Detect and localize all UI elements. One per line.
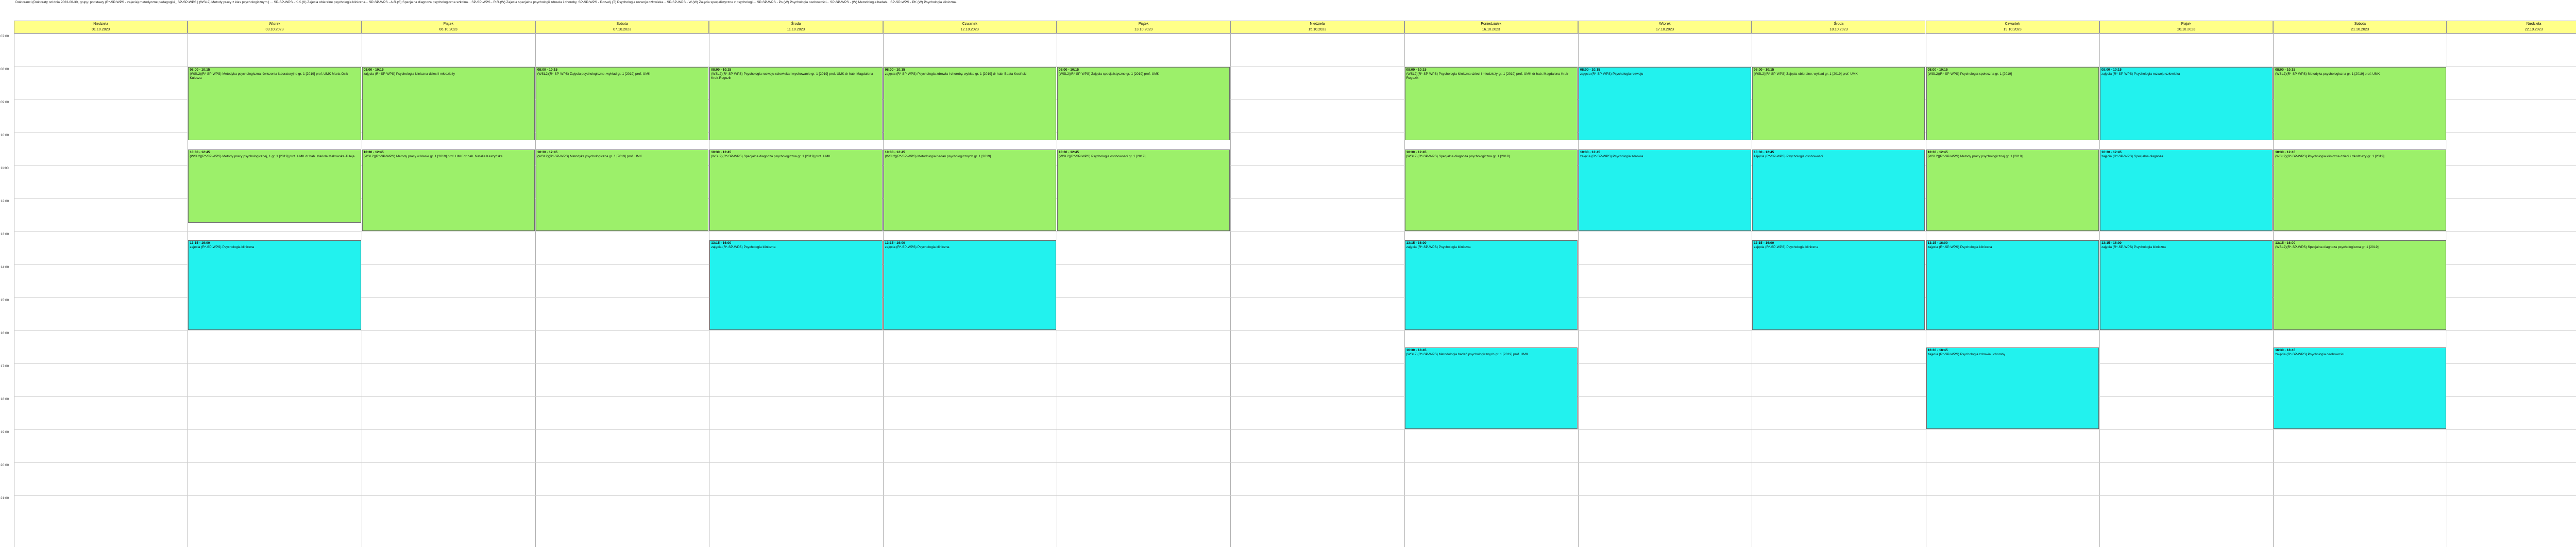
day-header	[709, 21, 883, 34]
day-date: 21.10.2023	[2351, 28, 2369, 31]
schedule-event[interactable]	[709, 67, 882, 140]
event-description: zajęcia (R*-SP-WPS) Psychologia rozwoju człowieka	[2101, 72, 2180, 76]
day-date: 16.10.2023	[1482, 28, 1500, 31]
event-description: (WSL2)(R*-SP-WPS) Metody pracy psychologicznej gr. 1 [2019]	[1927, 155, 2023, 158]
time-label: 10:00	[1, 134, 9, 137]
event-time: 08:00 - 10:15	[2101, 68, 2122, 72]
event-description: (WSL2)(R*-SP-WPS) Specjalna diagnoza psychologiczna gr. 1 [2019]	[1406, 155, 1510, 158]
event-description: (WSL2)(R*-SP-WPS) Psychologia osobowości gr. 1 [2019]	[1058, 155, 1146, 158]
schedule-event[interactable]	[2274, 240, 2446, 330]
event-time: 08:00 - 10:15	[1058, 68, 1079, 72]
schedule-header-text: Doktoranci (Doktoraty od dnia 2023-06-30, grupy: podstawy (R*-SP-WPS - zajecia) metodyczne pedagogiki_ SP-SP-WPS | (WSL2) Metody pracy z klas psychologicznym | ... SP-SP-WPS - K.K.(K) Zajęcia obieralne psychologia kliniczna... SP-SP-WPS - A.R.(S) Specjalna diagnoza psychologiczna szkolna... SP-SP-WPS - R.R.(W) Zajecia specjalne psychologii zdrowia i choroby, SP-SP-WPS - Rozwój (T) Psychologia rozwoju człowieka... SP-SP-WPS - W.(W) Zajęcia specjalistyczne z psychologii... SP-SP-WPS - Ps.(W) Psychologia osobowości... SP-SP-WPS - (W) Metodologia badań... SP-SP-WPS - PK (W) Psychologia kliniczna...	[15, 1, 959, 4]
event-time: 08:00 - 10:15	[885, 68, 905, 72]
event-time: 08:00 - 10:15	[1927, 68, 1948, 72]
schedule-event[interactable]	[1405, 240, 1578, 330]
event-time: 10:30 - 12:45	[1406, 151, 1427, 154]
event-time: 10:30 - 12:45	[1754, 151, 1774, 154]
schedule-event[interactable]	[1057, 67, 1230, 140]
day-name: Czwartek	[962, 22, 977, 26]
day-header	[188, 21, 361, 34]
event-time: 10:30 - 12:45	[1580, 151, 1600, 154]
event-description: zajęcia (R*-SP-WPS) Psychologia kliniczna dzieci i młodzieży	[363, 72, 455, 76]
event-time: 10:30 - 12:45	[537, 151, 557, 154]
event-time: 13:15 - 16:00	[190, 241, 210, 245]
day-date: 06.10.2023	[439, 28, 457, 31]
schedule-event[interactable]	[1926, 347, 2099, 429]
event-description: (WSL2)(R*-SP-WPS) Psychologia społeczna gr. 1 [2019]	[1927, 72, 2012, 76]
day-name: Niedziela	[2526, 22, 2541, 26]
schedule-event[interactable]	[884, 67, 1056, 140]
day-header	[883, 21, 1057, 34]
event-time: 13:15 - 16:00	[2101, 241, 2122, 245]
event-time: 08:00 - 10:15	[537, 68, 557, 72]
event-description: zajęcia (R*-SP-WPS) Psychologia zdrowia	[1580, 155, 1643, 158]
time-label: 17:00	[1, 364, 9, 368]
day-name: Wtorek	[268, 22, 281, 26]
event-description: zajęcia (R*-SP-WPS) Psychologia zdrowia i choroby, wykład gr. 1 [2019] dr hab. Beata Kosiński	[885, 72, 1027, 76]
event-description: zajęcia (R*-SP-WPS) Psychologia osobowości	[1754, 155, 1823, 158]
hour-gridline	[14, 429, 2576, 430]
event-description: zajęcia (R*-SP-WPS) Psychologia kliniczna	[190, 245, 255, 249]
day-date: 19.10.2023	[2003, 28, 2022, 31]
schedule-event[interactable]	[1405, 150, 1578, 231]
schedule-event[interactable]	[884, 150, 1056, 231]
day-name: Poniedziałek	[1481, 22, 1502, 26]
time-label: 15:00	[1, 299, 9, 302]
event-description: (WSL2)(R*-SP-WPS) Psychologia kliniczna dzieci i młodzieży gr. 1 [2019] prof. UMK dr hab. Magdalena Kruk-Rogozik	[1406, 72, 1569, 80]
day-name: Wtorek	[1659, 22, 1671, 26]
day-header	[2447, 21, 2576, 34]
day-column-divider	[1230, 34, 1231, 547]
event-time: 13:15 - 16:00	[1406, 241, 1427, 245]
event-time: 13:15 - 16:00	[711, 241, 732, 245]
schedule-event[interactable]	[1579, 150, 1751, 231]
hour-gridline	[14, 363, 2576, 364]
event-time: 13:15 - 16:00	[885, 241, 905, 245]
event-time: 08:00 - 10:15	[363, 68, 384, 72]
schedule-event[interactable]	[1752, 240, 1925, 330]
event-time: 08:00 - 10:15	[1754, 68, 1774, 72]
event-description: zajęcia (R*-SP-WPS) Psychologia kliniczna	[2101, 245, 2166, 249]
time-label: 21:00	[1, 496, 9, 500]
event-time: 08:00 - 10:15	[711, 68, 732, 72]
event-time: 10:30 - 12:45	[1058, 151, 1079, 154]
day-header	[362, 21, 535, 34]
day-header	[2273, 21, 2447, 34]
event-time: 16:30 - 18:45	[1406, 349, 1427, 352]
hour-gridline	[14, 396, 2576, 397]
day-name: Niedziela	[93, 22, 109, 26]
event-time: 13:15 - 16:00	[1754, 241, 1774, 245]
event-description: zajęcia (R*-SP-WPS) Psychologia kliniczna	[1406, 245, 1471, 249]
event-description: (WSL2)(R*-SP-WPS) Metodyka psychologiczna; ćwiczenia laboratoryjne gr. 1 [2019] prof. UMK Maria Osik Kulesza	[190, 72, 348, 80]
event-time: 10:30 - 12:45	[711, 151, 732, 154]
time-label: 12:00	[1, 200, 9, 203]
day-date: 12.10.2023	[960, 28, 979, 31]
event-time: 08:00 - 10:15	[1580, 68, 1600, 72]
schedule-event[interactable]	[188, 67, 361, 140]
event-description: zajęcia (R*-SP-WPS) Specjalna diagnoza	[2101, 155, 2163, 158]
day-date: 15.10.2023	[1308, 28, 1327, 31]
event-time: 10:30 - 12:45	[1927, 151, 1948, 154]
event-description: (WSL2)(R*-SP-WPS) Metody pracy psychologicznej, 1 gr. 1 [2019] prof. UMK dr hab. Mariola Makowska-Tuleja	[190, 155, 355, 158]
day-header	[1057, 21, 1230, 34]
time-label: 13:00	[1, 233, 9, 236]
schedule-event[interactable]	[2100, 67, 2273, 140]
day-date: 13.10.2023	[1134, 28, 1153, 31]
event-description: (WSL2)(R*-SP-WPS) Zajęcia psychologiczne, wykład gr. 1 [2019] prof. UMK	[537, 72, 651, 76]
event-time: 13:15 - 16:00	[1927, 241, 1948, 245]
schedule-event[interactable]	[1405, 67, 1578, 140]
schedule-event[interactable]	[1405, 347, 1578, 429]
day-header	[1578, 21, 1752, 34]
event-time: 10:30 - 12:45	[363, 151, 384, 154]
schedule-event[interactable]	[2274, 150, 2446, 231]
time-label: 19:00	[1, 430, 9, 434]
schedule-event[interactable]	[536, 150, 708, 231]
day-date: 03.10.2023	[265, 28, 284, 31]
event-description: (WSL2)(R*-SP-WPS) Metodologia badań psychologicznych gr. 1 [2019] prof. UMK	[1406, 353, 1529, 356]
time-label: 08:00	[1, 68, 9, 71]
event-time: 08:00 - 10:15	[2275, 68, 2296, 72]
event-time: 16:30 - 18:45	[1927, 349, 1948, 352]
day-header	[14, 21, 188, 34]
event-time: 10:30 - 12:45	[885, 151, 905, 154]
schedule-event[interactable]	[188, 150, 361, 223]
schedule-event[interactable]	[884, 240, 1056, 330]
event-description: zajęcia (R*-SP-WPS) Psychologia rozwoju	[1580, 72, 1643, 76]
day-date: 22.10.2023	[2524, 28, 2543, 31]
day-date: 11.10.2023	[787, 28, 805, 31]
time-label: 14:00	[1, 266, 9, 269]
day-name: Piątek	[1138, 22, 1149, 26]
event-description: zajęcia (R*-SP-WPS) Psychologia zdrowia i choroby	[1927, 353, 2006, 356]
day-date: 18.10.2023	[1829, 28, 1848, 31]
schedule-event[interactable]	[1926, 67, 2099, 140]
day-name: Piątek	[443, 22, 454, 26]
schedule-event[interactable]	[188, 240, 361, 330]
event-time: 16:30 - 18:45	[2275, 349, 2296, 352]
day-date: 20.10.2023	[2177, 28, 2195, 31]
day-header	[2099, 21, 2273, 34]
time-label: 07:00	[1, 35, 9, 38]
event-description: (WSL2)(R*-SP-WPS) Metodologia badań psychologicznych gr. 1 [2019]	[885, 155, 991, 158]
event-description: (WSL2)(R*-SP-WPS) Metody pracy w klasie gr. 1 [2019] prof. UMK dr hab. Natalia Kaszyńska	[363, 155, 503, 158]
day-name: Środa	[1834, 22, 1844, 26]
day-header	[1404, 21, 1578, 34]
time-label: 18:00	[1, 397, 9, 401]
event-description: (WSL2)(R*-SP-WPS) Specjalna diagnoza psychologiczna gr. 1 [2019]	[2275, 245, 2379, 249]
day-name: Czwartek	[2005, 22, 2020, 26]
event-time: 13:15 - 16:00	[2275, 241, 2296, 245]
event-description: zajęcia (R*-SP-WPS) Psychologia osobowości	[2275, 353, 2345, 356]
day-name: Piątek	[2181, 22, 2192, 26]
day-header	[1752, 21, 1925, 34]
event-time: 10:30 - 12:45	[2275, 151, 2296, 154]
day-header	[1230, 21, 1404, 34]
time-label: 11:00	[1, 167, 9, 170]
schedule-event[interactable]	[362, 67, 535, 140]
event-time: 08:00 - 10:15	[1406, 68, 1427, 72]
schedule-event[interactable]	[1752, 150, 1925, 231]
hour-gridline	[14, 330, 2576, 331]
event-description: zajęcia (R*-SP-WPS) Psychologia kliniczna	[1754, 245, 1819, 249]
schedule-event[interactable]	[709, 150, 882, 231]
schedule-event[interactable]	[536, 67, 708, 140]
event-description: zajęcia (R*-SP-WPS) Psychologia kliniczna	[885, 245, 950, 249]
schedule-event[interactable]	[1579, 67, 1751, 140]
day-name: Sobota	[2354, 22, 2366, 26]
hour-gridline	[14, 462, 2576, 463]
day-date: 07.10.2023	[613, 28, 632, 31]
event-description: (WSL2)(R*-SP-WPS) Metodyka psychologiczna gr. 1 [2019] prof. UMK	[537, 155, 642, 158]
hour-gridline	[14, 231, 2576, 232]
schedule-event[interactable]	[2274, 347, 2446, 429]
schedule-event[interactable]	[1926, 240, 2099, 330]
schedule-event[interactable]	[2100, 150, 2273, 231]
event-time: 10:30 - 12:45	[2101, 151, 2122, 154]
event-description: (WSL2)(R*-SP-WPS) Psychologia kliniczna dzieci i młodzieży gr. 1 [2019]	[2275, 155, 2384, 158]
day-name: Niedziela	[1310, 22, 1325, 26]
event-description: (WSL2)(R*-SP-WPS) Zajęcia obieralne, wykład gr. 1 [2019] prof. UMK	[1754, 72, 1858, 76]
schedule-event[interactable]	[2100, 240, 2273, 330]
time-label: 16:00	[1, 331, 9, 335]
day-date: 17.10.2023	[1655, 28, 1674, 31]
schedule-event[interactable]	[1752, 67, 1925, 140]
event-description: (WSL2)(R*-SP-WPS) Psychologia rozwoju człowieka i wychowanie gr. 1 [2019] prof. UMK dr hab. Magdalena Kruk-Rogozik	[711, 72, 873, 80]
day-date: 01.10.2023	[92, 28, 110, 31]
event-description: (WSL2)(R*-SP-WPS) Zajęcia specjalistyczne gr. 1 [2019] prof. UMK	[1058, 72, 1159, 76]
schedule-event[interactable]	[1057, 150, 1230, 231]
schedule-event[interactable]	[709, 240, 882, 330]
day-header	[1926, 21, 2099, 34]
event-description: zajęcia (R*-SP-WPS) Psychologia kliniczna	[711, 245, 776, 249]
day-name: Środa	[791, 22, 801, 26]
event-time: 10:30 - 12:45	[190, 151, 210, 154]
day-name: Sobota	[616, 22, 628, 26]
event-time: 08:00 - 10:15	[190, 68, 210, 72]
schedule-event[interactable]	[362, 150, 535, 231]
schedule-grid	[0, 21, 2576, 547]
time-label: 20:00	[1, 463, 9, 467]
event-description: zajęcia (R*-SP-WPS) Psychologia kliniczna	[1927, 245, 1992, 249]
day-header	[535, 21, 709, 34]
time-label: 09:00	[1, 101, 9, 104]
event-description: (WSL2)(R*-SP-WPS) Specjalna diagnoza psychologiczna gr. 1 [2019] prof. UMK	[711, 155, 831, 158]
hour-gridline	[14, 495, 2576, 496]
schedule-event[interactable]	[1926, 150, 2099, 231]
schedule-event[interactable]	[2274, 67, 2446, 140]
event-description: (WSL2)(R*-SP-WPS) Metodyka psychologiczna gr. 1 [2019] prof. UMK	[2275, 72, 2380, 76]
